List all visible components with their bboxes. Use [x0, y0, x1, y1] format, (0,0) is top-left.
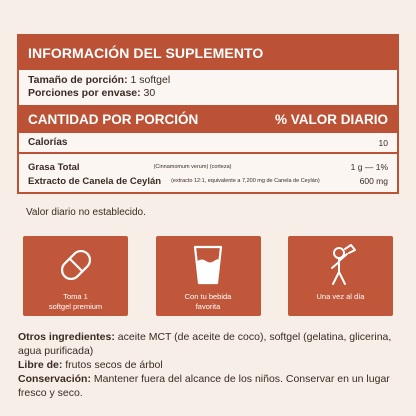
other-ingredients-label: Otros ingredientes: [18, 331, 115, 343]
usage-card-caption [185, 292, 232, 312]
water-glass-icon [185, 242, 231, 288]
amount-header-bar [19, 105, 397, 133]
person-drinking-icon [318, 242, 364, 288]
other-ingredients-text: aceite MCT (de aceite de coco), softgel (gelatina, glicerina, agua purificada) [18, 331, 392, 357]
softgel-capsule-icon [53, 242, 99, 288]
dv-header: % VALOR DIARIO [274, 111, 388, 127]
supplement-facts-panel [17, 34, 399, 194]
servings-line [28, 87, 388, 100]
usage-card-caption [49, 292, 102, 312]
serving-size-line [28, 74, 388, 87]
caption-line: Una vez al día [316, 292, 365, 301]
product-info [18, 330, 400, 400]
servings-value: 30 [143, 87, 156, 99]
serving-size-value: 1 softgel [130, 74, 171, 86]
storage [18, 372, 400, 400]
serving-info [19, 70, 397, 105]
nutrient-row-ceylon-extract [19, 174, 397, 188]
storage-label: Conservación: [18, 373, 91, 385]
caption-line: Toma 1 [63, 292, 88, 301]
serving-size-label: Tamaño de porción: [28, 74, 128, 86]
caption-line: favorita [195, 302, 221, 311]
nutrient-note: (Cinnamomum verum) (corteza) [153, 164, 232, 170]
free-from-text: frutos secos de árbol [62, 359, 163, 371]
panel-header-title: INFORMACIÓN DEL SUPLEMENTO [19, 36, 397, 70]
nutrient-label: Grasa Total [28, 161, 80, 173]
nutrient-label: Calorías [28, 137, 68, 148]
nutrient-value: 10 [378, 137, 388, 148]
daily-value-note: Valor diario no establecido. [26, 207, 146, 218]
nutrient-row-calories [19, 133, 397, 154]
usage-cards [23, 236, 393, 316]
nutrient-note: (extracto 12:1, equivalente a 7,200 mg de Canela de Ceylán) [171, 178, 320, 184]
nutrient-value: 600 mg [359, 176, 388, 186]
free-from [18, 358, 400, 372]
nutrient-row-total-fat [19, 160, 397, 174]
nutrient-value: 1 g — 1% [350, 162, 388, 172]
free-from-label: Libre de: [18, 359, 63, 371]
caption-line: softgel premium [48, 302, 103, 311]
nutrient-label: Extracto de Canela de Ceylán [28, 175, 162, 187]
usage-card-softgel [23, 236, 128, 316]
amount-header: CANTIDAD POR PORCIÓN [28, 111, 199, 127]
servings-label: Porciones por envase: [28, 87, 141, 99]
other-ingredients [18, 330, 400, 358]
caption-line: Con tu bebida [184, 292, 232, 301]
usage-card-drink [156, 236, 261, 316]
storage-text: Mantener fuera del alcance de los niños. Conservar en un lugar fresco y seco. [18, 373, 390, 399]
usage-card-caption [317, 292, 365, 302]
usage-card-daily [288, 236, 393, 316]
